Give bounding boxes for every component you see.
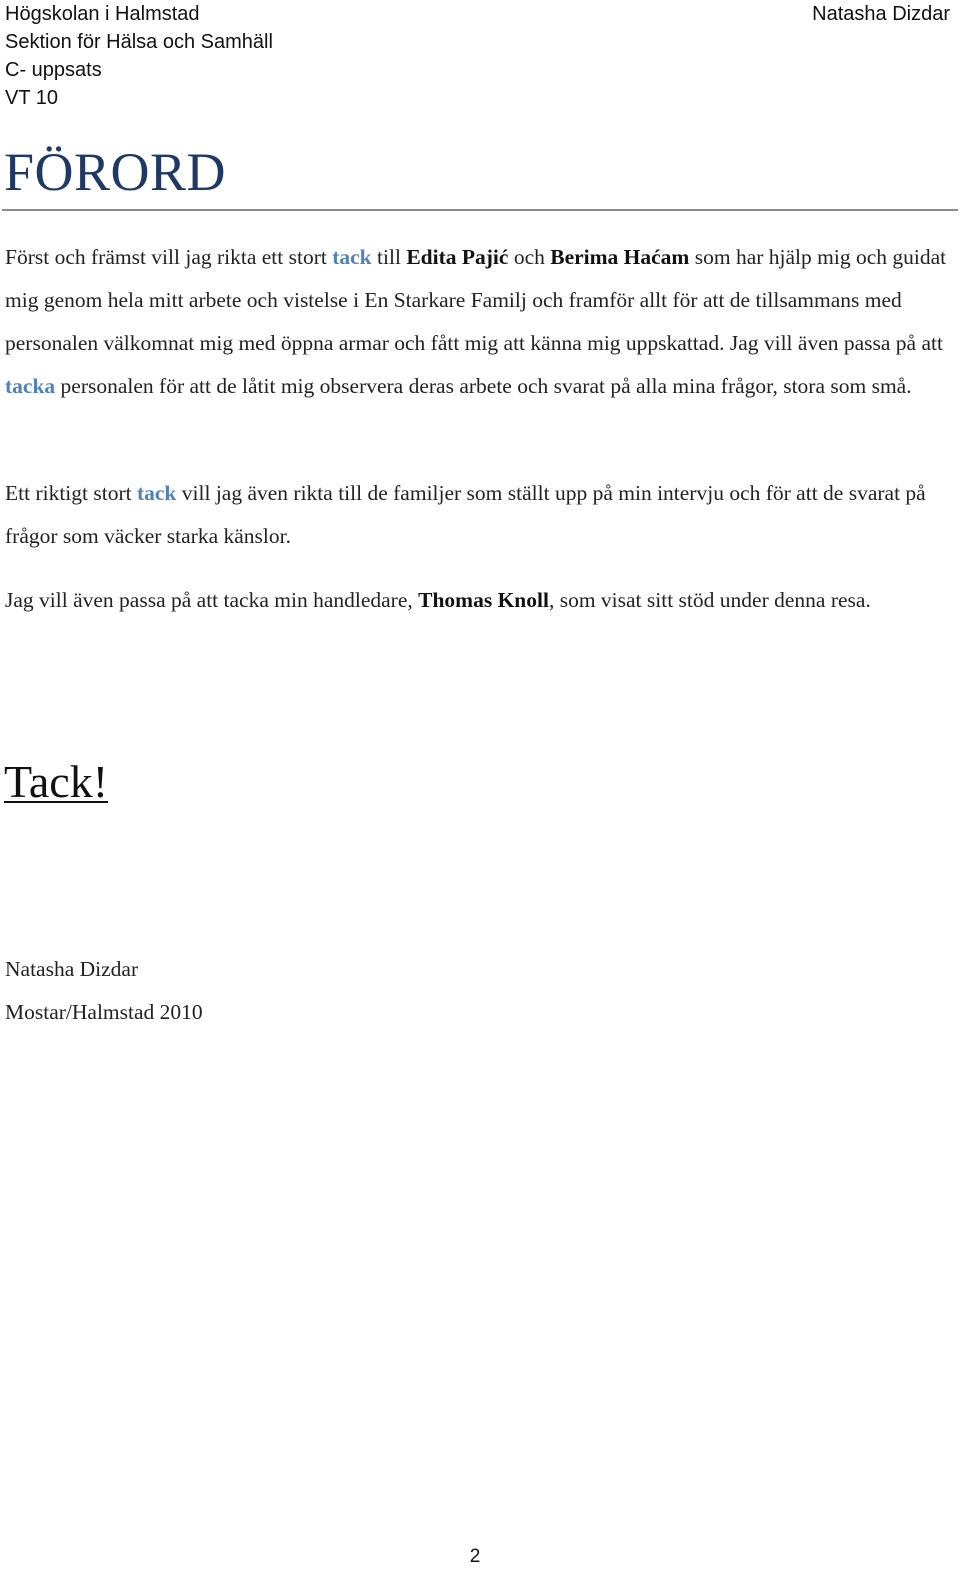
p1-text-e: personalen för att de låtit mig observera deras arbete och svarat på alla mina frågor, stora som små. <box>55 374 912 398</box>
p1-name-berima: Berima Haćam <box>550 245 690 269</box>
p2-text-b: vill jag även rikta till de familjer som ställt upp på min intervju och för att de svarat på frågor som väcker starka känslor. <box>5 481 926 548</box>
paragraph-2 <box>5 472 955 558</box>
header-section: Sektion för Hälsa och Samhäll <box>5 31 273 53</box>
p1-text-a: Först och främst vill jag rikta ett stort <box>5 245 333 269</box>
header-author: Natasha Dizdar <box>812 3 950 25</box>
paragraph-3 <box>5 579 955 622</box>
p3-text-b: , som visat sitt stöd under denna resa. <box>548 588 871 612</box>
p2-highlight-tack: tack <box>136 481 177 505</box>
paragraph-1 <box>5 236 955 408</box>
p1-highlight-tacka: tacka <box>5 374 56 398</box>
p2-text-a: Ett riktigt stort <box>5 481 137 505</box>
closing-thanks: Tack! <box>4 756 109 807</box>
header-institution: Högskolan i Halmstad <box>5 3 200 25</box>
page-title: FÖRORD <box>4 142 227 202</box>
p3-text-a: Jag vill även passa på att tacka min handledare, <box>5 588 419 612</box>
p1-highlight-tack: tack <box>332 245 372 269</box>
signature-place-year: Mostar/Halmstad 2010 <box>5 1000 203 1024</box>
signature-name: Natasha Dizdar <box>5 957 139 981</box>
p1-text-b: till <box>371 245 407 269</box>
p1-text-d: som har hjälp mig och guidat mig genom hela mitt arbete och vistelse i En Starkare Familj och framför allt för att de tillsammans med personalen välkomnat mig med öppna armar och fått mig att känna mig uppskattad. Jag vill även passa på att <box>5 245 947 355</box>
header-document-type: C- uppsats <box>5 59 102 81</box>
title-divider <box>2 209 958 211</box>
signature-block <box>5 948 203 1034</box>
page-number: 2 <box>469 1546 481 1567</box>
header-left <box>5 0 273 112</box>
p1-name-edita: Edita Pajić <box>406 245 509 269</box>
p1-text-c: och <box>508 245 551 269</box>
header-term: VT 10 <box>5 87 58 109</box>
p3-name-supervisor: Thomas Knoll <box>418 588 549 612</box>
